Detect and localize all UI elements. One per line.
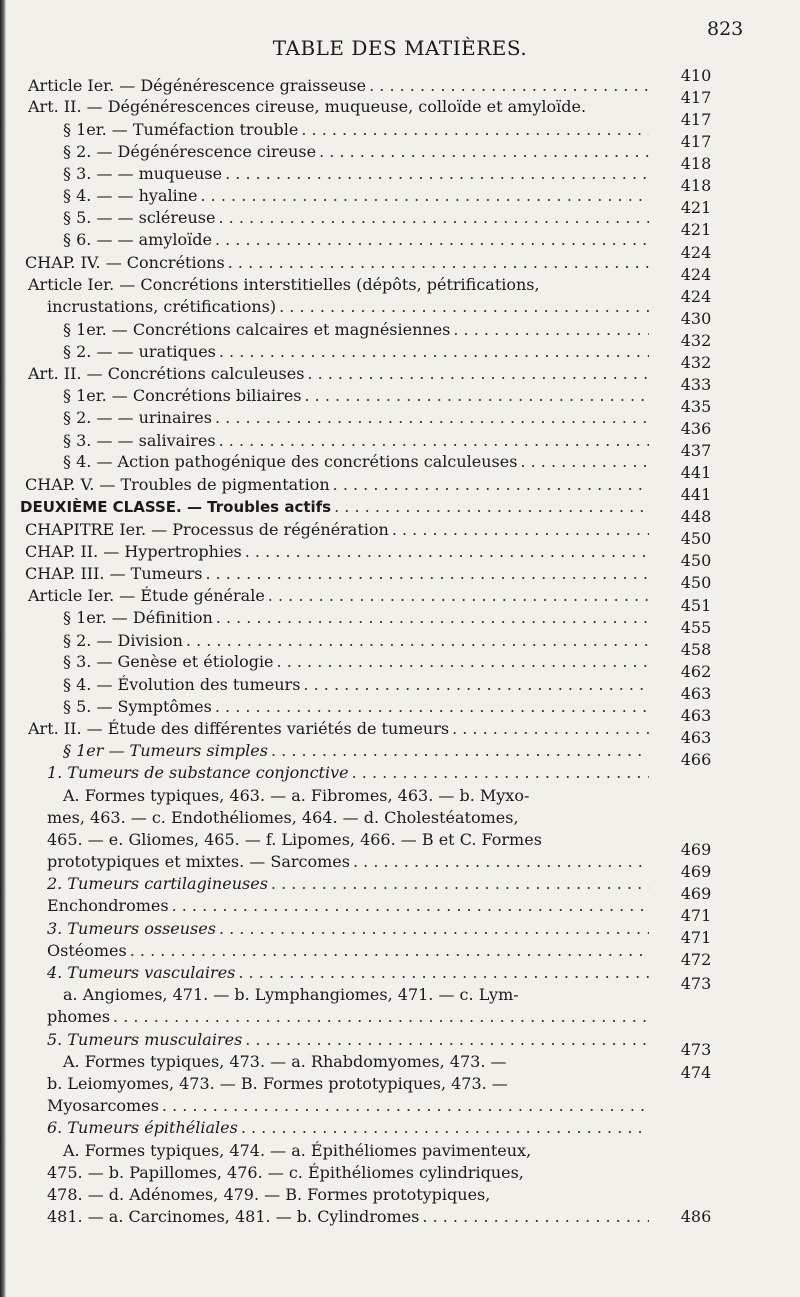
dot-leader: [307, 364, 649, 384]
dot-leader: [130, 941, 649, 961]
toc-entry: [63, 608, 652, 628]
dot-leader: [215, 697, 649, 717]
page-ref: 463: [680, 684, 712, 703]
dot-leader: [352, 763, 649, 783]
toc-entry-text: 475. — b. Papillomes, 476. — c. Épithéliomes cylindriques,: [47, 1163, 524, 1182]
toc-entry: [63, 741, 652, 761]
page-ref: 458: [680, 640, 712, 659]
dot-leader: [225, 164, 649, 184]
toc-entry: [25, 475, 652, 495]
dot-leader: [271, 741, 649, 761]
page-ref: 463: [680, 706, 712, 725]
dot-leader: [452, 719, 649, 739]
page-ref: 451: [680, 596, 712, 615]
toc-entry: [47, 1007, 652, 1027]
toc-entry: [63, 208, 652, 228]
toc-entry-text: § 2. — — uratiques: [63, 342, 216, 361]
page-ref: 421: [680, 220, 712, 239]
dot-leader: [520, 452, 649, 472]
toc-entry-text: 6. Tumeurs épithéliales: [47, 1118, 238, 1137]
toc-entry: [63, 230, 652, 250]
toc-entry: [63, 786, 529, 806]
toc-entry-text: incrustations, crétifications): [47, 297, 277, 316]
dot-leader: [216, 608, 649, 628]
toc-entry: [63, 320, 652, 340]
page-ref: 469: [680, 862, 712, 881]
dot-leader: [319, 142, 649, 162]
toc-entry: [25, 564, 652, 584]
toc-entry-text: Enchondromes: [47, 896, 169, 915]
dot-leader: [215, 408, 649, 428]
toc-entry: [47, 763, 652, 783]
toc-entry: [63, 142, 652, 162]
toc-entry: [47, 1163, 524, 1183]
page-ref: 418: [680, 176, 712, 195]
toc-entry: [63, 1052, 507, 1072]
toc-entry-text: Article Ier. — Concrétions interstitielles (dépôts, pétrifications,: [28, 275, 540, 294]
toc-entry: [28, 586, 652, 606]
dot-leader: [201, 186, 650, 206]
dot-leader: [303, 675, 649, 695]
toc-entry: [47, 1207, 652, 1227]
toc-entry: [63, 1141, 531, 1161]
page-ref: 417: [680, 110, 712, 129]
dot-leader: [422, 1207, 649, 1227]
toc-entry-text: a. Angiomes, 471. — b. Lymphangiomes, 471. — c. Lym-: [63, 985, 519, 1004]
page-ref: 472: [680, 950, 712, 969]
toc-entry-text: 5. Tumeurs musculaires: [47, 1030, 243, 1049]
toc-entry-text: § 3. — Genèse et étiologie: [63, 652, 274, 671]
dot-leader: [186, 631, 649, 651]
dot-leader: [238, 963, 649, 983]
toc-entry-text: Art. II. — Concrétions calculeuses: [28, 364, 305, 383]
page-ref: 417: [680, 88, 712, 107]
toc-entry-text: § 1er. — Concrétions biliaires: [63, 386, 302, 405]
page-ref: 471: [680, 906, 712, 925]
dot-leader: [219, 919, 649, 939]
toc-entry: [63, 697, 652, 717]
toc-entry: [63, 120, 652, 140]
toc-entry: [63, 431, 652, 451]
page-ref: 473: [680, 1040, 712, 1059]
page-ref: 410: [680, 66, 712, 85]
dot-leader: [241, 1118, 649, 1138]
toc-entry: [63, 386, 652, 406]
toc-entry-text: CHAP. II. — Hypertrophies: [25, 542, 242, 561]
page-ref: 432: [680, 331, 712, 350]
toc-entry: [28, 275, 540, 295]
toc-entry: [63, 186, 652, 206]
toc-entry: [63, 452, 652, 472]
dot-leader: [245, 1030, 649, 1050]
toc-entry: [47, 919, 652, 939]
toc-entry: [47, 1030, 652, 1050]
page-ref: 450: [680, 529, 712, 548]
toc-entry: [47, 808, 519, 828]
toc-entry: [47, 1074, 508, 1094]
page-ref: 474: [680, 1063, 712, 1082]
toc-entry-text: § 3. — — muqueuse: [63, 164, 223, 183]
page-ref: 486: [680, 1207, 712, 1226]
toc-entry-text: 4. Tumeurs vasculaires: [47, 963, 236, 982]
toc-entry: [47, 941, 652, 961]
dot-leader: [305, 386, 650, 406]
toc-entry-text: § 4. — — hyaline: [63, 186, 198, 205]
dot-leader: [219, 342, 649, 362]
toc-entry-text: § 1er. — Concrétions calcaires et magnésiennes: [63, 320, 451, 339]
toc-entry-text: 478. — d. Adénomes, 479. — B. Formes prototypiques,: [47, 1185, 491, 1204]
page-ref: 430: [680, 309, 712, 328]
toc-entry: [47, 1118, 652, 1138]
page-ref: 433: [680, 375, 712, 394]
page-ref: 441: [680, 463, 712, 482]
dot-leader: [268, 586, 649, 606]
toc-entry: [63, 985, 519, 1005]
toc-entry-text: 2. Tumeurs cartilagineuses: [47, 874, 268, 893]
dot-leader: [271, 874, 649, 894]
page-ref: 424: [680, 265, 712, 284]
dot-leader: [453, 320, 649, 340]
toc-entry-text: § 2. — Division: [63, 631, 183, 650]
toc-entry-text: CHAP. IV. — Concrétions: [25, 253, 225, 272]
toc-entry-text: Art. II. — Dégénérescences cireuse, muqueuse, colloïde et amyloïde.: [28, 97, 587, 116]
page-ref: 418: [680, 154, 712, 173]
page-ref: 417: [680, 132, 712, 151]
toc-entry: [28, 719, 652, 739]
toc-entry: [63, 652, 652, 672]
page-ref: 435: [680, 397, 712, 416]
toc-entry: [47, 1185, 490, 1205]
page-ref: 441: [680, 485, 712, 504]
toc-entry-text: A. Formes typiques, 473. — a. Rhabdomyomes, 473. —: [63, 1052, 507, 1071]
page-title: TABLE DES MATIÈRES.: [272, 36, 528, 60]
toc-entry: [25, 542, 652, 562]
page-ref: 466: [680, 750, 712, 769]
toc-entry: [28, 76, 652, 96]
page-ref: 469: [680, 884, 712, 903]
dot-leader: [172, 896, 649, 916]
toc-entry-text: A. Formes typiques, 474. — a. Épithéliomes pavimenteux,: [63, 1141, 532, 1160]
toc-entry: [47, 297, 652, 317]
toc-entry-text: § 1er — Tumeurs simples: [63, 741, 268, 760]
dot-leader: [218, 208, 649, 228]
toc-entry-text: 1. Tumeurs de substance conjonctive: [47, 763, 349, 782]
toc-entry-text: § 6. — — amyloïde: [63, 230, 212, 249]
toc-entry: [20, 497, 652, 517]
dot-leader: [279, 297, 649, 317]
toc-entry-text: CHAPITRE Ier. — Processus de régénération: [25, 520, 389, 539]
page-ref: 469: [680, 840, 712, 859]
dot-leader: [369, 76, 649, 96]
page-ref: 424: [680, 243, 712, 262]
toc-entry: [63, 408, 652, 428]
toc-entry-text: Ostéomes: [47, 941, 127, 960]
toc-entry-text: 465. — e. Gliomes, 465. — f. Lipomes, 466. — B et C. Formes: [47, 830, 542, 849]
page-ref: 437: [680, 441, 712, 460]
toc-entry-text: § 3. — — salivaires: [63, 431, 216, 450]
toc-entry-text: DEUXIÈME CLASSE. — Troubles actifs: [20, 498, 332, 516]
toc-entry-text: b. Leiomyomes, 473. — B. Formes prototypiques, 473. —: [47, 1074, 508, 1093]
dot-leader: [215, 230, 649, 250]
dot-leader: [219, 431, 649, 451]
book-spine-edge: [0, 0, 6, 1297]
toc-entry-text: Article Ier. — Dégénérescence graisseuse: [28, 76, 367, 95]
page-ref: 462: [680, 662, 712, 681]
toc-entry: [63, 675, 652, 695]
toc-entry-text: 481. — a. Carcinomes, 481. — b. Cylindromes: [47, 1207, 420, 1226]
toc-entry: [28, 97, 586, 117]
toc-entry-text: § 2. — Dégénérescence cireuse: [63, 142, 317, 161]
toc-entry: [47, 852, 652, 872]
toc-entry: [63, 631, 652, 651]
toc-entry-text: prototypiques et mixtes. — Sarcomes: [47, 852, 350, 871]
dot-leader: [392, 520, 649, 540]
toc-entry: [47, 963, 652, 983]
dot-leader: [333, 475, 649, 495]
toc-entry: [25, 253, 652, 273]
toc-entry: [47, 830, 542, 850]
dot-leader: [205, 564, 649, 584]
dot-leader: [334, 497, 649, 517]
dot-leader: [245, 542, 649, 562]
toc-entry-text: Article Ier. — Étude générale: [28, 586, 265, 605]
toc-entry-text: § 5. — — scléreuse: [63, 208, 216, 227]
toc-entry-text: § 4. — Évolution des tumeurs: [63, 675, 301, 694]
page-ref: 450: [680, 573, 712, 592]
page-ref: 455: [680, 618, 712, 637]
page-ref: 421: [680, 198, 712, 217]
dot-leader: [301, 120, 649, 140]
page-ref: 424: [680, 287, 712, 306]
page-ref: 432: [680, 353, 712, 372]
dot-leader: [353, 852, 649, 872]
toc-entry: [63, 164, 652, 184]
toc-entry-text: § 1er. — Définition: [63, 608, 213, 627]
toc-entry-text: 3. Tumeurs osseuses: [47, 919, 216, 938]
page-ref: 448: [680, 507, 712, 526]
toc-entry: [47, 874, 652, 894]
page-ref: 463: [680, 728, 712, 747]
toc-entry-text: § 2. — — urinaires: [63, 408, 212, 427]
page-ref: 473: [680, 974, 712, 993]
dot-leader: [162, 1096, 649, 1116]
toc-entry: [25, 520, 652, 540]
toc-entry: [28, 364, 652, 384]
dot-leader: [228, 253, 649, 273]
toc-entry-text: phomes: [47, 1007, 111, 1026]
page-ref: 436: [680, 419, 712, 438]
toc-entry-text: § 1er. — Tuméfaction trouble: [63, 120, 299, 139]
toc-entry-text: Art. II. — Étude des différentes variétés de tumeurs: [28, 719, 450, 738]
toc-entry: [47, 1096, 652, 1116]
toc-entry-text: CHAP. III. — Tumeurs: [25, 564, 203, 583]
toc-entry-text: § 4. — Action pathogénique des concrétions calculeuses: [63, 452, 518, 471]
toc-entry-text: mes, 463. — c. Endothéliomes, 464. — d. Cholestéatomes,: [47, 808, 519, 827]
toc-entry-text: CHAP. V. — Troubles de pigmentation: [25, 475, 330, 494]
toc-entry-text: Myosarcomes: [47, 1096, 159, 1115]
page-number: 823: [707, 18, 744, 40]
toc-entry: [63, 342, 652, 362]
toc-entry-text: § 5. — Symptômes: [63, 697, 212, 716]
dot-leader: [277, 652, 649, 672]
page-ref: 471: [680, 928, 712, 947]
dot-leader: [113, 1007, 649, 1027]
page-ref: 450: [680, 551, 712, 570]
toc-entry: [47, 896, 652, 916]
toc-entry-text: A. Formes typiques, 463. — a. Fibromes, 463. — b. Myxo-: [63, 786, 530, 805]
